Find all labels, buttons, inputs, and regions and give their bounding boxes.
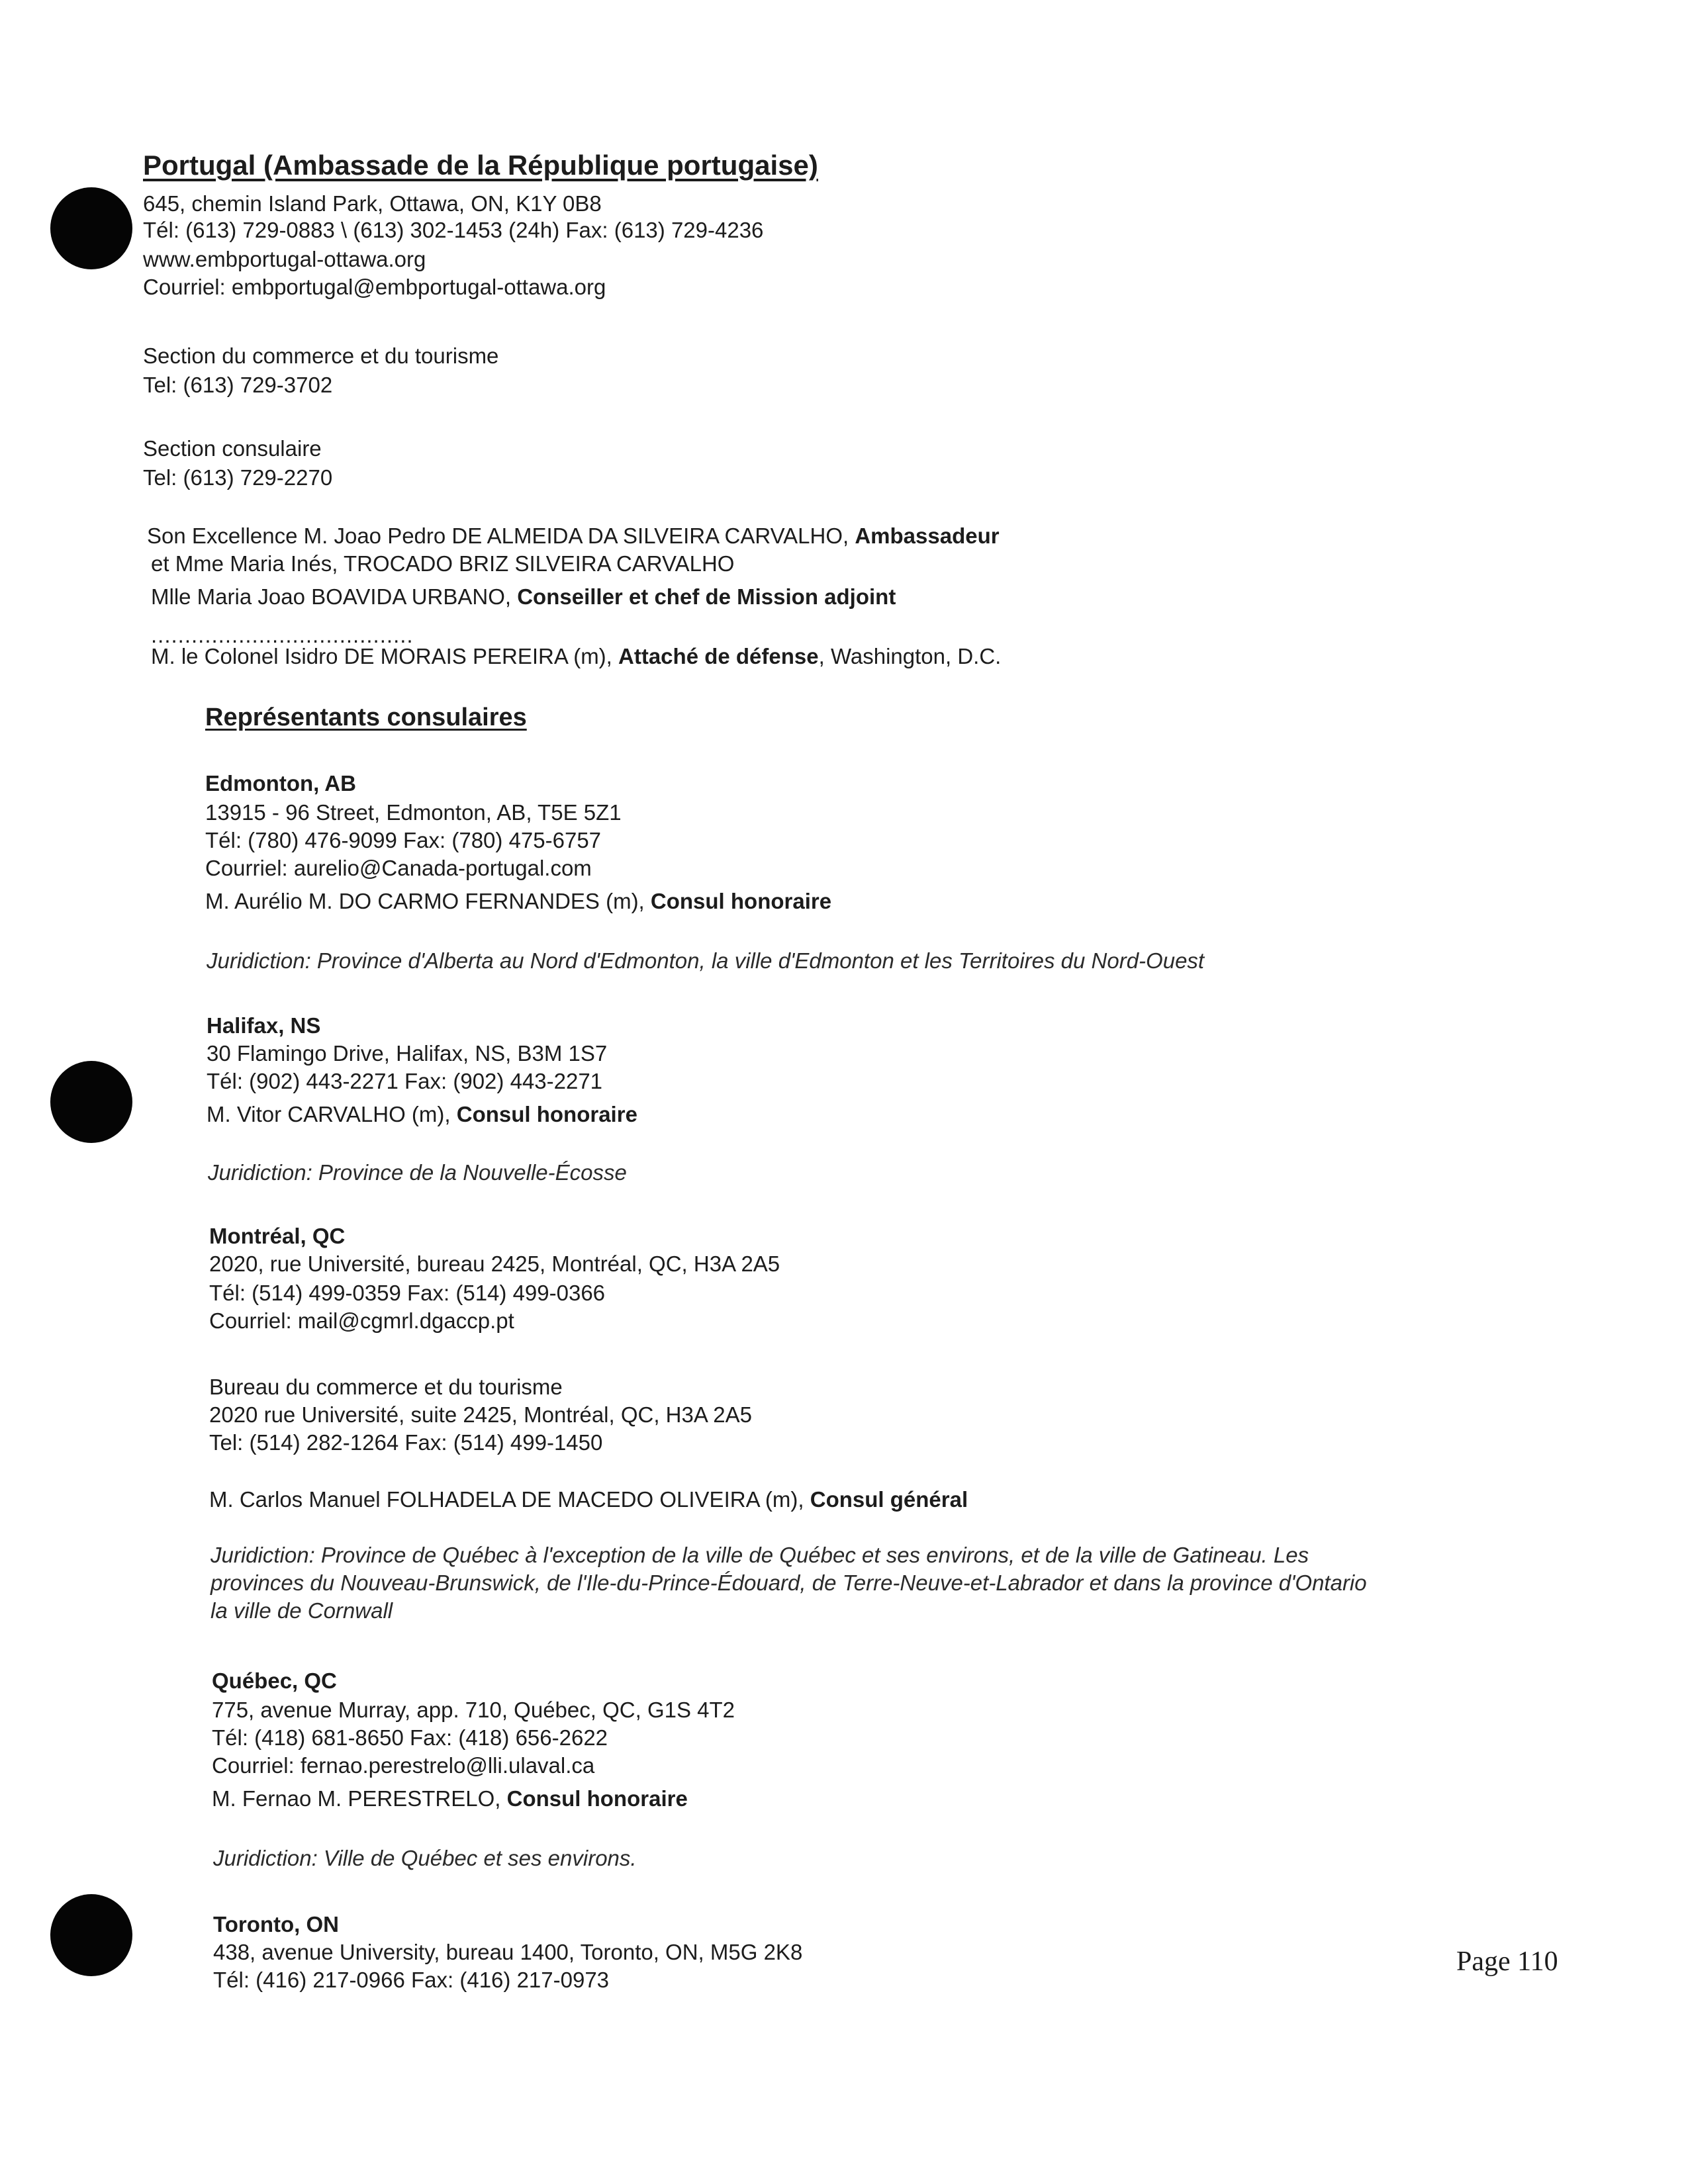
edmonton-city: Edmonton, AB [205, 771, 356, 796]
ambassador-line [147, 523, 1000, 549]
page-number: Page 110 [1456, 1946, 1558, 1977]
edmonton-phone: Tél: (780) 476-9099 Fax: (780) 475-6757 [205, 828, 602, 852]
defense-attache-location: , Washington, D.C. [818, 644, 1002, 668]
quebec-address: 775, avenue Murray, app. 710, Québec, QC, G1S 4T2 [212, 1698, 735, 1722]
quebec-consul-title: Consul honoraire [506, 1786, 688, 1811]
montreal-jurisdiction-line-2: provinces du Nouveau-Brunswick, de l'Ile-du-Prince-Édouard, de Terre-Neuve-et-Labrador et dans la province d'Ontario [211, 1570, 1367, 1595]
embassy-address: 645, chemin Island Park, Ottawa, ON, K1Y 0B8 [143, 191, 602, 216]
quebec-jurisdiction: Juridiction: Ville de Québec et ses environs. [213, 1846, 637, 1870]
staff-separator: ....................................... [151, 623, 414, 647]
embassy-website: www.embportugal-ottawa.org [143, 247, 426, 271]
halifax-address: 30 Flamingo Drive, Halifax, NS, B3M 1S7 [207, 1041, 608, 1066]
embassy-phone: Tél: (613) 729-0883 \ (613) 302-1453 (24h) Fax: (613) 729-4236 [143, 218, 764, 242]
quebec-city: Québec, QC [212, 1668, 337, 1693]
quebec-consul [212, 1786, 688, 1812]
montreal-email: Courriel: mail@cgmrl.dgaccp.pt [209, 1308, 514, 1333]
embassy-email: Courriel: embportugal@embportugal-ottawa.org [143, 275, 606, 299]
commerce-section-phone: Tel: (613) 729-3702 [143, 373, 333, 397]
montreal-consul [209, 1486, 968, 1513]
halifax-phone: Tél: (902) 443-2271 Fax: (902) 443-2271 [207, 1069, 603, 1093]
punch-hole-middle [50, 1061, 132, 1143]
halifax-jurisdiction: Juridiction: Province de la Nouvelle-Écosse [208, 1160, 627, 1185]
edmonton-address: 13915 - 96 Street, Edmonton, AB, T5E 5Z1 [205, 800, 622, 825]
consular-section-phone: Tel: (613) 729-2270 [143, 465, 333, 490]
defense-attache-name: M. le Colonel Isidro DE MORAIS PEREIRA (m), [151, 644, 619, 668]
montreal-jurisdiction-line-1: Juridiction: Province de Québec à l'exception de la ville de Québec et ses environs, et de la ville de Gatineau. Les [211, 1543, 1309, 1567]
montreal-city: Montréal, QC [209, 1224, 346, 1248]
toronto-city: Toronto, ON [213, 1912, 340, 1936]
edmonton-consul-title: Consul honoraire [650, 889, 832, 913]
toronto-address: 438, avenue University, bureau 1400, Toronto, ON, M5G 2K8 [213, 1940, 803, 1964]
montreal-phone: Tél: (514) 499-0359 Fax: (514) 499-0366 [209, 1281, 606, 1305]
punch-hole-top [50, 187, 132, 269]
montreal-consul-title: Consul général [810, 1487, 968, 1512]
deputy-title: Conseiller et chef de Mission adjoint [517, 584, 896, 609]
edmonton-jurisdiction: Juridiction: Province d'Alberta au Nord d'Edmonton, la ville d'Edmonton et les Territoires du Nord-Ouest [207, 948, 1205, 973]
montreal-bureau-phone: Tel: (514) 282-1264 Fax: (514) 499-1450 [209, 1430, 603, 1455]
quebec-consul-name: M. Fernao M. PERESTRELO, [212, 1786, 507, 1811]
deputy-name: Mlle Maria Joao BOAVIDA URBANO, [151, 584, 518, 609]
embassy-title: Portugal (Ambassade de la République portugaise) [143, 150, 818, 181]
edmonton-email: Courriel: aurelio@Canada-portugal.com [205, 856, 592, 880]
halifax-city: Halifax, NS [207, 1013, 321, 1038]
quebec-email: Courriel: fernao.perestrelo@lli.ulaval.ca [212, 1753, 595, 1778]
defense-attache-line [151, 643, 1001, 670]
halifax-consul-title: Consul honoraire [456, 1102, 637, 1126]
montreal-jurisdiction-line-3: la ville de Cornwall [211, 1598, 393, 1623]
halifax-consul-name: M. Vitor CARVALHO (m), [207, 1102, 457, 1126]
montreal-address: 2020, rue Université, bureau 2425, Montréal, QC, H3A 2A5 [209, 1251, 780, 1276]
montreal-bureau-label: Bureau du commerce et du tourisme [209, 1375, 563, 1399]
montreal-consul-name: M. Carlos Manuel FOLHADELA DE MACEDO OLIVEIRA (m), [209, 1487, 810, 1512]
ambassador-spouse: et Mme Maria Inés, TROCADO BRIZ SILVEIRA CARVALHO [151, 551, 735, 576]
edmonton-consul-name: M. Aurélio M. DO CARMO FERNANDES (m), [205, 889, 651, 913]
punch-hole-bottom [50, 1894, 132, 1976]
quebec-phone: Tél: (418) 681-8650 Fax: (418) 656-2622 [212, 1725, 608, 1750]
ambassador-title: Ambassadeur [855, 523, 1000, 548]
halifax-consul [207, 1101, 637, 1128]
toronto-phone: Tél: (416) 217-0966 Fax: (416) 217-0973 [213, 1968, 610, 1992]
consular-section-label: Section consulaire [143, 436, 322, 461]
consular-representatives-heading: Représentants consulaires [205, 704, 527, 731]
edmonton-consul [205, 888, 831, 915]
commerce-section-label: Section du commerce et du tourisme [143, 343, 499, 368]
defense-attache-title: Attaché de défense [618, 644, 819, 668]
montreal-bureau-address: 2020 rue Université, suite 2425, Montréal, QC, H3A 2A5 [209, 1402, 752, 1427]
ambassador-name: Son Excellence M. Joao Pedro DE ALMEIDA DA SILVEIRA CARVALHO, [147, 523, 855, 548]
deputy-line [151, 584, 896, 610]
